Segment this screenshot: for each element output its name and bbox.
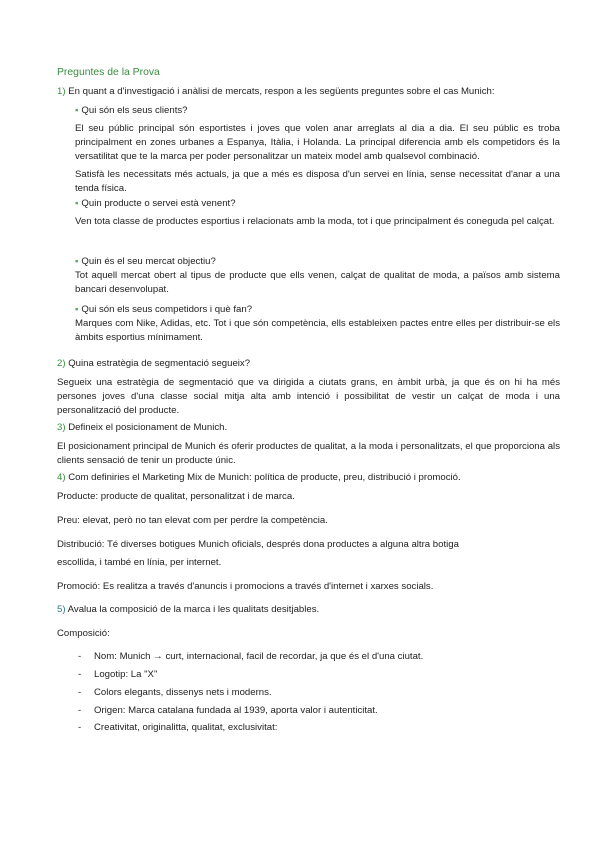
- composicio-heading: Composició:: [57, 628, 110, 639]
- bullet-question-text: Quin és el seu mercat objectiu?: [81, 256, 216, 267]
- question-number: 1): [57, 86, 66, 97]
- question-number: 2): [57, 358, 66, 369]
- list-item-text: Colors elegants, dissenys nets i moderns.: [94, 687, 272, 698]
- answer-paragraph: Segueix una estratègia de segmentació que va dirigida a ciutats grans, en àmbit urbà, ja que és on hi ha més persones joves d'una classe social mitja alta amb intenció i possibilitat de vestir un calçat de moda i una personalització del producte.: [57, 377, 560, 416]
- list-item-text: Origen: Marca catalana fundada al 1939, aporta valor i autenticitat.: [94, 705, 378, 716]
- list-item: [78, 686, 272, 700]
- list-item-text: Creativitat, originalitta, qualitat, exclusivitat:: [94, 722, 278, 733]
- bullet-icon: ▪: [75, 256, 79, 267]
- question-number: 3): [57, 422, 66, 433]
- question-4: [57, 471, 560, 485]
- bullet-question: [75, 255, 560, 269]
- dash-bullet: -: [78, 669, 82, 680]
- question-number: 4): [57, 472, 66, 483]
- list-item: [78, 704, 378, 718]
- answer-paragraph: El seu públic principal són esportistes i joves que volen anar arreglats al dia a dia. El seu públic es troba principalment en zones urbanes a Espanya, Itàlia, i Holanda. La principal diferencia amb els competidors és la versatilitat que te la marca per poder personalitzar un mateix model amb qualsevol combinació.: [75, 123, 560, 162]
- question-text: Quina estratègia de segmentació segueix?: [68, 358, 251, 369]
- question-1: [57, 85, 560, 99]
- question-text: Avalua la composició de la marca i les qualitats desitjables.: [67, 604, 320, 615]
- question-text: En quant a d'investigació i anàlisi de mercats, respon a les següents preguntes sobre el cas Munich:: [68, 86, 495, 97]
- bullet-question: [75, 104, 560, 118]
- bullet-question-text: Qui són els seus clients?: [81, 105, 188, 116]
- question-3: [57, 421, 560, 435]
- mix-producte: Producte: producte de qualitat, personalitzat i de marca.: [57, 491, 295, 502]
- answer-paragraph: Tot aquell mercat obert al tipus de producte que ells venen, calçat de qualitat de moda, a països amb sistema bancari desenvolupat.: [75, 270, 560, 295]
- dash-bullet: -: [78, 687, 82, 698]
- list-item-text: Logotip: La "X": [94, 669, 158, 680]
- answer-paragraph: Ven tota classe de productes esportius i relacionats amb la moda, tot i que principalment és coneguda pel calçat.: [75, 216, 555, 227]
- question-5: [57, 603, 560, 617]
- dash-bullet: -: [78, 651, 82, 662]
- bullet-question-text: Qui són els seus competidors i què fan?: [81, 304, 253, 315]
- question-text: Defineix el posicionament de Munich.: [68, 422, 228, 433]
- list-item-text: Nom: Munich → curt, internacional, facil de recordar, ja que és el d'una ciutat.: [94, 651, 424, 662]
- list-item: [78, 650, 423, 664]
- dash-bullet: -: [78, 705, 82, 716]
- mix-distribucio: Distribució: Té diverses botigues Munich oficials, després dona productes a alguna altra botiga: [57, 539, 459, 550]
- bullet-icon: ▪: [75, 198, 79, 209]
- mix-preu: Preu: elevat, però no tan elevat com per perdre la competència.: [57, 515, 328, 526]
- answer-paragraph: El posicionament principal de Munich és oferir productes de qualitat, a la moda i personalitzats, el que proporciona als clients sensació de tenir un producte únic.: [57, 441, 560, 466]
- bullet-question: [75, 303, 560, 317]
- list-item: [78, 721, 277, 735]
- list-item: [78, 668, 157, 682]
- document-title: Preguntes de la Prova: [57, 67, 160, 78]
- question-2: [57, 357, 560, 371]
- bullet-icon: ▪: [75, 304, 79, 315]
- bullet-question: [75, 197, 560, 211]
- answer-paragraph: Satisfà les necessitats més actuals, ja que a més es disposa d'un servei en línia, sense necessitat d'anar a una tenda física.: [75, 169, 560, 194]
- question-text: Com definiries el Marketing Mix de Munich: política de producte, preu, distribució i promoció.: [68, 472, 461, 483]
- mix-distribucio-cont: escollida, i també en línia, per internet.: [57, 557, 222, 568]
- bullet-icon: ▪: [75, 105, 79, 116]
- dash-bullet: -: [78, 722, 82, 733]
- answer-paragraph: Marques com Nike, Adidas, etc. Tot i que són competència, ells estableixen pactes entre elles per distribuir-se els àmbits esportius mínimament.: [75, 318, 560, 343]
- mix-promocio: Promoció: Es realitza a través d'anuncis i promocions a través d'internet i xarxes socials.: [57, 581, 434, 592]
- bullet-question-text: Quin producte o servei està venent?: [81, 198, 236, 209]
- question-number: 5): [57, 604, 66, 615]
